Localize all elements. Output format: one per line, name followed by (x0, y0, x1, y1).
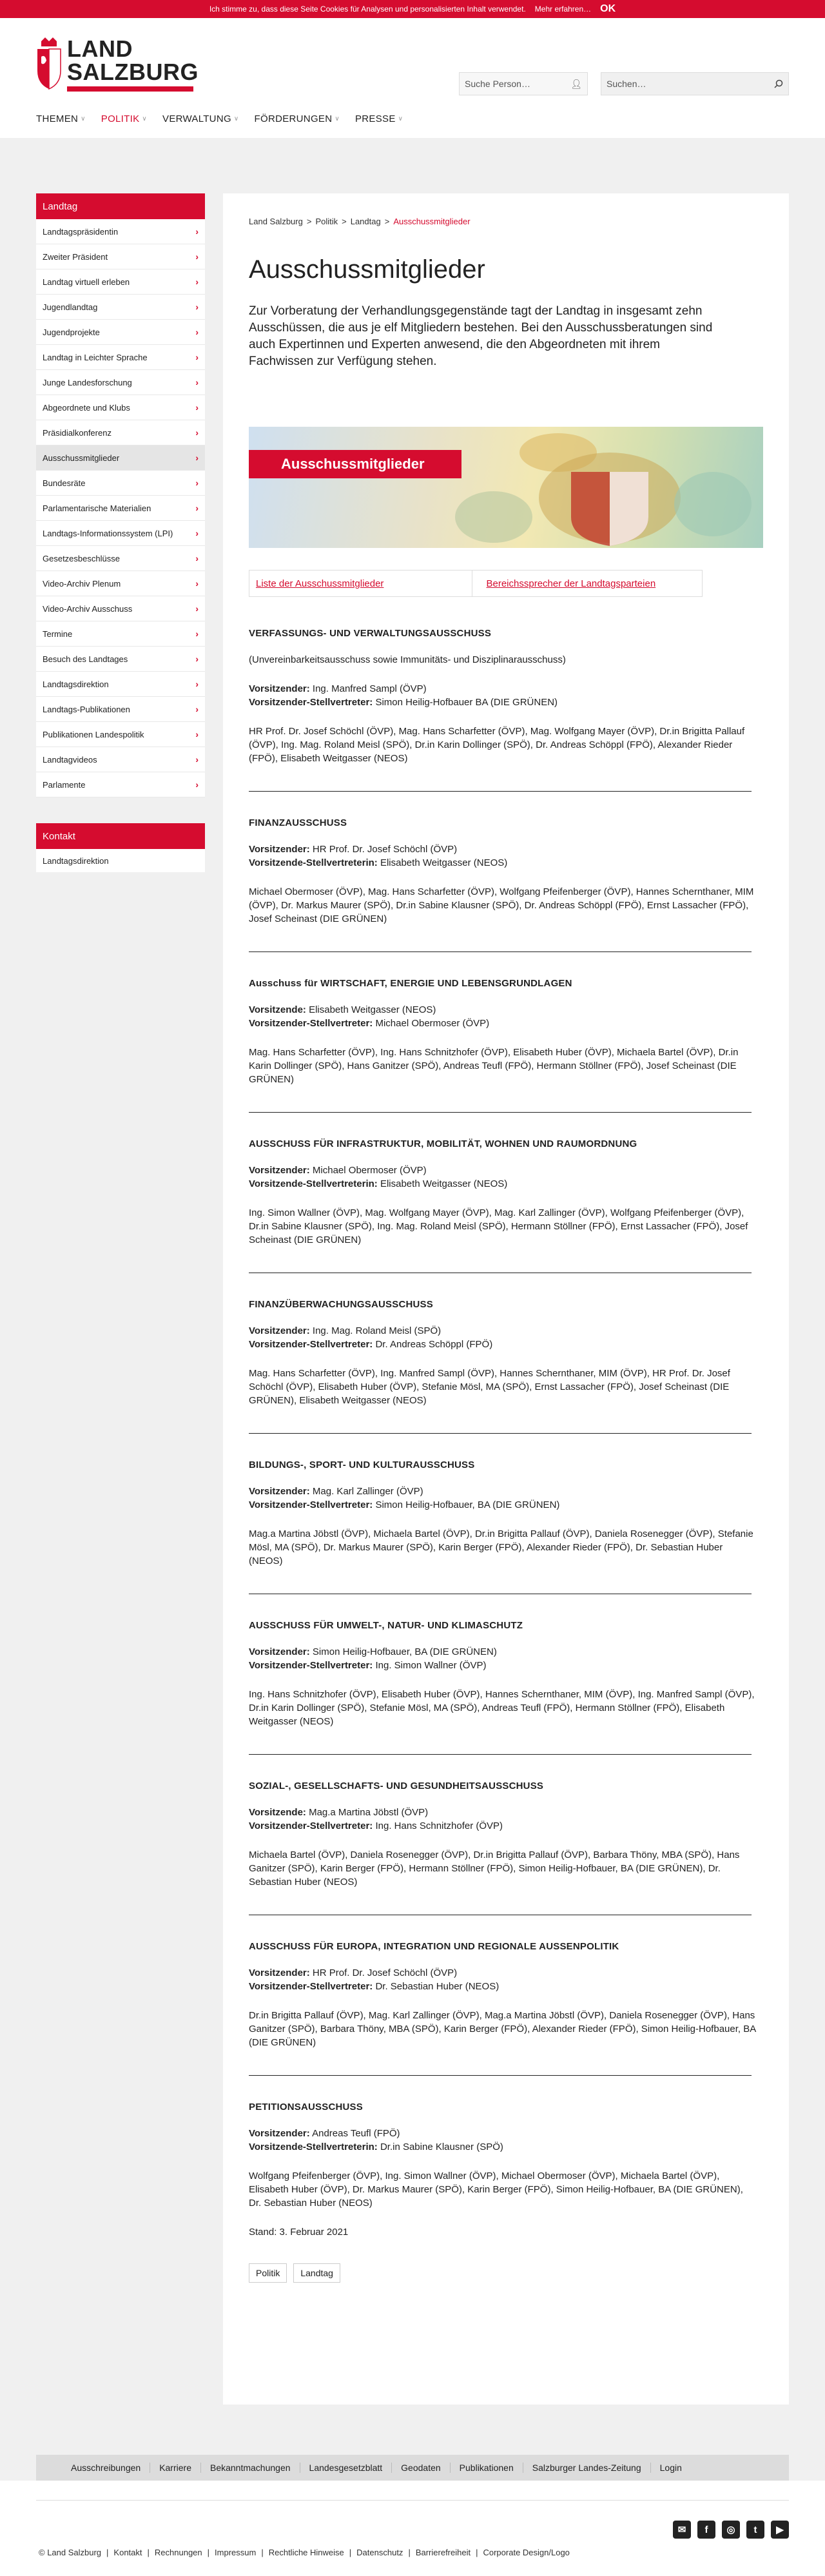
sidebar-item[interactable] (36, 672, 205, 697)
chair-name: HR Prof. Dr. Josef Schöchl (ÖVP) (312, 1967, 458, 1978)
sidebar-item-label: Parlamente (43, 779, 86, 790)
committee-chair (249, 843, 758, 856)
logo-underline (67, 86, 193, 92)
footer-link[interactable]: Rechnungen (154, 2548, 202, 2557)
chair-label: Vorsitzender: (249, 1646, 310, 1657)
facebook-icon[interactable]: f (697, 2521, 715, 2539)
chevron-right-icon: › (195, 603, 199, 614)
vice-chair-name: Dr.in Sabine Klausner (SPÖ) (380, 2142, 503, 2152)
chair-label: Vorsitzende: (249, 1004, 306, 1015)
sidebar-item-label: Ausschussmitglieder (43, 453, 120, 463)
vice-chair-name: Simon Heilig-Hofbauer, BA (DIE GRÜNEN) (375, 1499, 560, 1510)
chair-name: HR Prof. Dr. Josef Schöchl (ÖVP) (312, 844, 458, 855)
tab-members-list[interactable]: Liste der Ausschussmitglieder (256, 578, 384, 589)
breadcrumb-separator: > (342, 217, 347, 226)
person-search-input[interactable] (459, 72, 588, 95)
committee-section (249, 1138, 758, 1273)
sidebar-item[interactable] (36, 320, 205, 345)
sidebar-item[interactable] (36, 772, 205, 797)
footer-link[interactable]: Impressum (215, 2548, 257, 2557)
committee-vice-chair (249, 1017, 758, 1030)
committee-section (249, 1620, 758, 1755)
sidebar-item[interactable] (36, 445, 205, 471)
committee-vice-chair (249, 1498, 758, 1512)
footer-link-separator: | (476, 2548, 478, 2557)
committee-vice-chair (249, 1819, 758, 1833)
chair-name: Simon Heilig-Hofbauer, BA (DIE GRÜNEN) (312, 1646, 497, 1657)
person-icon: 👤︎ (570, 78, 582, 89)
chair-name: Mag. Karl Zallinger (ÖVP) (312, 1486, 423, 1497)
footer-nav-item[interactable]: Ausschreibungen (71, 2463, 141, 2473)
chair-name: Ing. Manfred Sampl (ÖVP) (312, 683, 427, 694)
chair-label: Vorsitzender: (249, 1967, 310, 1978)
footer-link-separator: | (147, 2548, 150, 2557)
chair-name: Elisabeth Weitgasser (NEOS) (309, 1004, 436, 1015)
sidebar-item-label: Landtag in Leichter Sprache (43, 352, 148, 362)
sidebar-item-label: Landtag virtuell erleben (43, 277, 130, 287)
sidebar-item[interactable] (36, 697, 205, 722)
committee-chair (249, 2127, 758, 2140)
cookie-ok-button[interactable]: OK (600, 3, 616, 14)
vice-chair-label: Vorsitzender-Stellvertreter: (249, 1981, 373, 1992)
vice-chair-label: Vorsitzende-Stellvertreterin: (249, 1178, 378, 1189)
sidebar-item[interactable] (36, 722, 205, 747)
chevron-right-icon: › (195, 377, 199, 387)
committee-roles (249, 1966, 758, 1993)
breadcrumb-separator: > (306, 217, 312, 226)
committee-section (249, 1941, 758, 2076)
main-navigation (36, 113, 403, 124)
section-divider (249, 951, 752, 952)
committee-roles (249, 1806, 758, 1833)
section-divider (249, 791, 752, 792)
committee-members: Wolfgang Pfeifenberger (ÖVP), Ing. Simon Wallner (ÖVP), Michael Obermoser (ÖVP), Michaela Bartel (ÖVP), Elisabeth Huber (ÖVP), Dr. Markus Maurer (SPÖ), Karin Berger (FPÖ), Simon Heilig-Hofbauer, BA (DIE GRÜNEN), Dr. Sebastian Huber (NEOS) (249, 2171, 743, 2209)
sidebar-item[interactable] (36, 496, 205, 521)
committee-members: HR Prof. Dr. Josef Schöchl (ÖVP), Mag. Hans Scharfetter (ÖVP), Mag. Wolfgang Mayer (ÖVP), Dr.in Brigitta Pallauf (ÖVP), Ing. Mag. Roland Meisl (SPÖ), Dr.in Karin Dollinger (SPÖ), Dr. Andreas Schöppl (FPÖ), Alexander Rieder (FPÖ), Elisabeth Weitgasser (NEOS) (249, 726, 745, 764)
person-search-placeholder: Suche Person… (465, 79, 530, 89)
committee-vice-chair (249, 1177, 758, 1191)
last-updated: Stand: 3. Februar 2021 (249, 2227, 349, 2238)
sidebar-item[interactable] (36, 295, 205, 320)
committee-vice-chair (249, 696, 758, 709)
sidebar-item[interactable] (36, 345, 205, 370)
chevron-right-icon: › (195, 226, 199, 237)
committee-members: Dr.in Brigitta Pallauf (ÖVP), Mag. Karl Zallinger (ÖVP), Mag.a Martina Jöbstl (ÖVP), Daniela Rosenegger (ÖVP), Hans Ganitzer (SPÖ), Barbara Thöny, MBA (SPÖ), Karin Berger (FPÖ), Alexander Rieder (FPÖ), Simon Heilig-Hofbauer, BA (DIE GRÜNEN) (249, 2010, 756, 2048)
chair-name: Andreas Teufl (FPÖ) (312, 2128, 400, 2139)
sidebar-item-label: Zweiter Präsident (43, 251, 108, 262)
footer-link[interactable]: © Land Salzburg (39, 2548, 102, 2557)
section-divider (249, 1433, 752, 1434)
committee-chair (249, 1164, 758, 1177)
footer-link[interactable]: Kontakt (113, 2548, 142, 2557)
footer-link-separator: | (261, 2548, 264, 2557)
sidebar (36, 193, 205, 872)
kontakt-heading[interactable]: Kontakt (36, 823, 205, 849)
youtube-icon[interactable]: ▶ (771, 2521, 789, 2539)
committee-section (249, 628, 758, 792)
footer-divider (36, 2500, 789, 2501)
committee-vice-chair (249, 2140, 758, 2154)
kontakt-item[interactable]: Landtagsdirektion (36, 849, 205, 872)
sidebar-item-label: Jugendprojekte (43, 327, 100, 337)
chair-label: Vorsitzender: (249, 683, 310, 694)
footer-link-separator: | (106, 2548, 109, 2557)
chevron-right-icon: › (195, 528, 199, 538)
committee-section (249, 1781, 758, 1915)
committee-subtitle: (Unvereinbarkeitsausschuss sowie Immunitäts- und Disziplinarausschuss) (249, 654, 566, 665)
chevron-down-icon: ∨ (335, 115, 340, 122)
sidebar-list (36, 219, 205, 797)
sidebar-item-label: Publikationen Landespolitik (43, 729, 144, 739)
committee-title: AUSSCHUSS FÜR UMWELT-, NATUR- UND KLIMASCHUTZ (249, 1620, 523, 1631)
chevron-right-icon: › (195, 251, 199, 262)
footer-links (36, 2548, 572, 2557)
sidebar-item[interactable] (36, 521, 205, 546)
committee-members: Mag. Hans Scharfetter (ÖVP), Ing. Manfred Sampl (ÖVP), Hannes Schernthaner, MIM (ÖVP), HR Prof. Dr. Josef Schöchl (ÖVP), Elisabeth Huber (ÖVP), Stefanie Mösl, MA (SPÖ), Ernst Lassacher (FPÖ), Josef Scheinast (DIE GRÜNEN), Elisabeth Weitgasser (NEOS) (249, 1368, 730, 1406)
committee-title: Ausschuss für WIRTSCHAFT, ENERGIE UND LEBENSGRUNDLAGEN (249, 978, 572, 989)
sidebar-item[interactable] (36, 596, 205, 621)
main-content (223, 193, 789, 2405)
sidebar-item[interactable] (36, 219, 205, 244)
chair-label: Vorsitzender: (249, 2128, 310, 2139)
footer-link-separator: | (408, 2548, 411, 2557)
site-header (0, 18, 825, 138)
footer-nav-item[interactable]: Bekanntmachungen (200, 2463, 300, 2473)
vice-chair-name: Ing. Simon Wallner (ÖVP) (375, 1660, 487, 1671)
site-logo[interactable] (36, 37, 199, 92)
chevron-down-icon: ∨ (142, 115, 148, 122)
committee-title: FINANZÜBERWACHUNGSAUSSCHUSS (249, 1299, 433, 1310)
tab-spokespersons[interactable]: Bereichssprecher der Landtagsparteien (472, 571, 703, 596)
chevron-right-icon: › (195, 679, 199, 689)
chevron-right-icon: › (195, 779, 199, 790)
sidebar-item[interactable] (36, 471, 205, 496)
vice-chair-name: Michael Obermoser (ÖVP) (375, 1018, 490, 1029)
committee-members: Mag. Hans Scharfetter (ÖVP), Ing. Hans Schnitzhofer (ÖVP), Elisabeth Huber (ÖVP), Michaela Bartel (ÖVP), Dr.in Karin Dollinger (SPÖ), Hans Ganitzer (SPÖ), Andreas Teufl (FPÖ), Hermann Stöllner (FPÖ), Josef Scheinast (DIE GRÜNEN) (249, 1047, 739, 1085)
page-tabs (249, 570, 703, 597)
section-divider (249, 2075, 752, 2076)
chair-name: Mag.a Martina Jöbstl (ÖVP) (309, 1807, 429, 1818)
footer-link[interactable]: Corporate Design/Logo (483, 2548, 570, 2557)
sidebar-item[interactable] (36, 370, 205, 395)
chair-name: Ing. Mag. Roland Meisl (SPÖ) (312, 1325, 442, 1336)
committee-roles (249, 2127, 758, 2154)
section-divider (249, 1112, 752, 1113)
chevron-right-icon: › (195, 754, 199, 765)
vice-chair-label: Vorsitzender-Stellvertreter: (249, 697, 373, 708)
chevron-right-icon: › (195, 704, 199, 714)
footer-nav-item[interactable]: Geodaten (391, 2463, 450, 2473)
committee-vice-chair (249, 856, 758, 870)
chevron-right-icon: › (195, 302, 199, 312)
committee-roles (249, 1485, 758, 1512)
vice-chair-label: Vorsitzende-Stellvertreterin: (249, 857, 378, 868)
committee-chair (249, 1324, 758, 1338)
footer-nav-item[interactable]: Salzburger Landes-Zeitung (523, 2463, 650, 2473)
chevron-right-icon: › (195, 402, 199, 413)
sidebar-item-label: Termine (43, 629, 73, 639)
chevron-right-icon: › (195, 427, 199, 438)
sidebar-item-label: Landtagvideos (43, 754, 97, 765)
vice-chair-label: Vorsitzender-Stellvertreter: (249, 1018, 373, 1029)
breadcrumb-current: Ausschussmitglieder (393, 217, 471, 226)
committee-roles (249, 1324, 758, 1351)
sidebar-item[interactable] (36, 621, 205, 647)
nav-presse[interactable]: PRESSE ∨ (354, 113, 403, 124)
sidebar-item[interactable] (36, 244, 205, 269)
sidebar-item[interactable] (36, 269, 205, 295)
chevron-right-icon: › (195, 352, 199, 362)
vice-chair-name: Elisabeth Weitgasser (NEOS) (380, 857, 508, 868)
cookie-text: Ich stimme zu, dass diese Seite Cookies für Analysen und personalisierten Inhalt verwendet. (209, 5, 526, 14)
chair-label: Vorsitzender: (249, 1325, 310, 1336)
sidebar-item-label: Landtagspräsidentin (43, 226, 119, 237)
committee-title: AUSSCHUSS FÜR EUROPA, INTEGRATION UND REGIONALE AUSSENPOLITIK (249, 1941, 619, 1952)
search-input[interactable] (601, 72, 789, 95)
vice-chair-label: Vorsitzender-Stellvertreter: (249, 1339, 373, 1350)
breadcrumb-landtag[interactable]: Landtag (350, 217, 381, 226)
sidebar-item[interactable] (36, 546, 205, 571)
banner-image (249, 427, 763, 548)
chair-label: Vorsitzender: (249, 844, 310, 855)
chevron-right-icon: › (195, 654, 199, 664)
banner-label: Ausschussmitglieder (249, 450, 461, 478)
vice-chair-name: Dr. Andreas Schöppl (FPÖ) (375, 1339, 493, 1350)
sidebar-item[interactable] (36, 571, 205, 596)
committee-chair (249, 1645, 758, 1659)
breadcrumb-politik[interactable]: Politik (315, 217, 338, 226)
nav-foerderungen[interactable]: FÖRDERUNGEN ∨ (254, 113, 340, 124)
sidebar-item[interactable] (36, 395, 205, 420)
committee-members: Ing. Hans Schnitzhofer (ÖVP), Elisabeth Huber (ÖVP), Hannes Schernthaner, MIM (ÖVP), Ing. Manfred Sampl (ÖVP), Dr.in Karin Dollinger (SPÖ), Stefanie Mösl, MA (SPÖ), Andreas Teufl (FPÖ), Hermann Stöllner (FPÖ), Elisabeth Weitgasser (NEOS) (249, 1689, 755, 1727)
vice-chair-label: Vorsitzender-Stellvertreter: (249, 1820, 373, 1831)
chevron-down-icon: ∨ (81, 115, 86, 122)
page-intro: Zur Vorberatung der Verhandlungsgegenstände tagt der Landtag in insgesamt zehn Ausschüssen, die aus je elf Mitgliedern bestehen. Bei den Ausschussberatungen sind auch Expertinnen und Experten anwesend, die den Abgeordneten mit ihrem Fachwissen zur Verfügung stehen. (249, 304, 713, 368)
chevron-right-icon: › (195, 503, 199, 513)
committee-section (249, 1299, 758, 1434)
cookie-more-link[interactable]: Mehr erfahren… (534, 5, 592, 14)
chevron-right-icon: › (195, 277, 199, 287)
instagram-icon[interactable]: ◎ (722, 2521, 740, 2539)
vice-chair-name: Ing. Hans Schnitzhofer (ÖVP) (375, 1820, 503, 1831)
section-divider (249, 1754, 752, 1755)
committee-vice-chair (249, 1980, 758, 1993)
committee-vice-chair (249, 1338, 758, 1351)
sidebar-item[interactable] (36, 420, 205, 445)
committee-chair (249, 1003, 758, 1017)
search-placeholder: Suchen… (607, 79, 646, 89)
twitter-icon[interactable]: t (746, 2521, 764, 2539)
sidebar-heading[interactable]: Landtag (36, 193, 205, 219)
chevron-right-icon: › (195, 729, 199, 739)
committee-title: VERFASSUNGS- UND VERWALTUNGSAUSSCHUSS (249, 628, 492, 639)
chevron-down-icon: ∨ (398, 115, 403, 122)
footer-nav-item[interactable]: Landesgesetzblatt (300, 2463, 392, 2473)
committee-section (249, 978, 758, 1113)
committee-members: Mag.a Martina Jöbstl (ÖVP), Michaela Bartel (ÖVP), Dr.in Brigitta Pallauf (ÖVP), Daniela Rosenegger (ÖVP), Stefanie Mösl, MA (SPÖ), Dr. Markus Maurer (SPÖ), Karin Berger (FPÖ), Alexander Rieder (FPÖ), Dr. Sebastian Huber (NEOS) (249, 1528, 753, 1566)
committee-title: SOZIAL-, GESELLSCHAFTS- UND GESUNDHEITSAUSSCHUSS (249, 1781, 544, 1791)
committee-roles (249, 1003, 758, 1030)
vice-chair-name: Simon Heilig-Hofbauer BA (DIE GRÜNEN) (375, 697, 558, 708)
sidebar-item-label: Landtagsdirektion (43, 679, 109, 689)
email-icon[interactable]: ✉ (673, 2521, 691, 2539)
committee-title: BILDUNGS-, SPORT- UND KULTURAUSSCHUSS (249, 1459, 475, 1470)
footer-link-separator: | (349, 2548, 352, 2557)
footer-link[interactable]: Barrierefreiheit (415, 2548, 471, 2557)
committee-roles (249, 843, 758, 870)
committee-title: FINANZAUSSCHUSS (249, 817, 347, 828)
sidebar-item-label: Landtags-Publikationen (43, 704, 130, 714)
sidebar-item-label: Video-Archiv Plenum (43, 578, 121, 589)
committee-section (249, 817, 758, 952)
tag-list (249, 2263, 758, 2283)
sidebar-item-label: Parlamentarische Materialien (43, 503, 151, 513)
committee-chair (249, 1485, 758, 1498)
committee-members: Ing. Simon Wallner (ÖVP), Mag. Wolfgang Mayer (ÖVP), Mag. Karl Zallinger (ÖVP), Wolfgang Pfeifenberger (ÖVP), Dr.in Sabine Klausner (SPÖ), Ing. Mag. Roland Meisl (SPÖ), Hermann Stöllner (FPÖ), Ernst Lassacher (FPÖ), Josef Scheinast (DIE GRÜNEN) (249, 1207, 748, 1245)
cookie-banner (0, 0, 825, 18)
sidebar-item[interactable] (36, 647, 205, 672)
committee-members: Michaela Bartel (ÖVP), Daniela Rosenegger (ÖVP), Dr.in Brigitta Pallauf (ÖVP), Barbara Thöny, MBA (SPÖ), Hans Ganitzer (SPÖ), Karin Berger (FPÖ), Hermann Stöllner (FPÖ), Simon Heilig-Hofbauer, BA (DIE GRÜNEN), Dr. Sebastian Huber (NEOS) (249, 1849, 740, 1888)
chevron-right-icon: › (195, 453, 199, 463)
sidebar-item-label: Bundesräte (43, 478, 86, 488)
committee-roles (249, 682, 758, 709)
committee-chair (249, 1966, 758, 1980)
committee-roles (249, 1645, 758, 1672)
vice-chair-label: Vorsitzender-Stellvertreter: (249, 1660, 373, 1671)
footer-link-separator: | (207, 2548, 210, 2557)
chevron-right-icon: › (195, 478, 199, 488)
vice-chair-label: Vorsitzende-Stellvertreterin: (249, 2142, 378, 2152)
sidebar-item-label: Jugendlandtag (43, 302, 98, 312)
vice-chair-label: Vorsitzender-Stellvertreter: (249, 1499, 373, 1510)
chevron-right-icon: › (195, 327, 199, 337)
breadcrumb (249, 217, 471, 226)
tag-politik[interactable]: Politik (249, 2263, 287, 2283)
committee-members: Michael Obermoser (ÖVP), Mag. Hans Scharfetter (ÖVP), Wolfgang Pfeifenberger (ÖVP), Hannes Schernthaner, MIM (ÖVP), Dr. Markus Maurer (SPÖ), Dr.in Sabine Klausner (SPÖ), Dr. Andreas Schöppl (FPÖ), Ernst Lassacher (FPÖ), Josef Scheinast (DIE GRÜNEN) (249, 886, 754, 924)
tag-landtag[interactable]: Landtag (293, 2263, 340, 2283)
sidebar-item-label: Besuch des Landtages (43, 654, 128, 664)
committee-title: PETITIONSAUSSCHUSS (249, 2102, 363, 2113)
page-title: Ausschussmitglieder (249, 255, 485, 284)
breadcrumb-separator: > (384, 217, 390, 226)
nav-politik[interactable]: POLITIK ∨ (101, 113, 148, 124)
footer-nav-item[interactable]: Karriere (150, 2463, 200, 2473)
sidebar-item-label: Landtags-Informationssystem (LPI) (43, 528, 173, 538)
sidebar-item-label: Abgeordnete und Klubs (43, 402, 130, 413)
chevron-down-icon: ∨ (233, 115, 239, 122)
committee-roles (249, 1164, 758, 1191)
social-links (673, 2521, 789, 2539)
sidebar-item-label: Gesetzesbeschlüsse (43, 553, 120, 563)
chevron-right-icon: › (195, 578, 199, 589)
footer-nav-item[interactable]: Login (650, 2463, 691, 2473)
vice-chair-name: Dr. Sebastian Huber (NEOS) (375, 1981, 500, 1992)
footer-nav-item[interactable]: Publikationen (450, 2463, 523, 2473)
sidebar-item-label: Präsidialkonferenz (43, 427, 112, 438)
nav-themen[interactable]: THEMEN ∨ (36, 113, 86, 124)
sidebar-item[interactable] (36, 747, 205, 772)
committee-vice-chair (249, 1659, 758, 1672)
site-footer (0, 2481, 825, 2576)
search-icon[interactable] (774, 79, 783, 88)
footer-link[interactable]: Rechtliche Hinweise (268, 2548, 344, 2557)
chair-label: Vorsitzende: (249, 1807, 306, 1818)
vice-chair-name: Elisabeth Weitgasser (NEOS) (380, 1178, 508, 1189)
committee-title: AUSSCHUSS FÜR INFRASTRUKTUR, MOBILITÄT, WOHNEN UND RAUMORDNUNG (249, 1138, 637, 1149)
breadcrumb-home[interactable]: Land Salzburg (249, 217, 303, 226)
committee-chair (249, 682, 758, 696)
chair-label: Vorsitzender: (249, 1486, 310, 1497)
chevron-right-icon: › (195, 629, 199, 639)
chevron-right-icon: › (195, 553, 199, 563)
nav-verwaltung[interactable]: VERWALTUNG ∨ (162, 113, 239, 124)
committee-list (249, 628, 758, 2283)
committee-section (249, 1459, 758, 1594)
committee-section (249, 2102, 758, 2210)
coat-of-arms-icon (36, 37, 62, 90)
sidebar-item-label: Video-Archiv Ausschuss (43, 603, 133, 614)
footer-link[interactable]: Datenschutz (356, 2548, 403, 2557)
chair-name: Michael Obermoser (ÖVP) (312, 1165, 427, 1176)
coat-of-arms-illustration (249, 427, 763, 548)
sidebar-item-label: Junge Landesforschung (43, 377, 132, 387)
committee-chair (249, 1806, 758, 1819)
site-title-line1: LAND (67, 35, 133, 62)
chair-label: Vorsitzender: (249, 1165, 310, 1176)
site-title-line2: SALZBURG (67, 59, 199, 85)
footer-navigation (36, 2455, 789, 2481)
